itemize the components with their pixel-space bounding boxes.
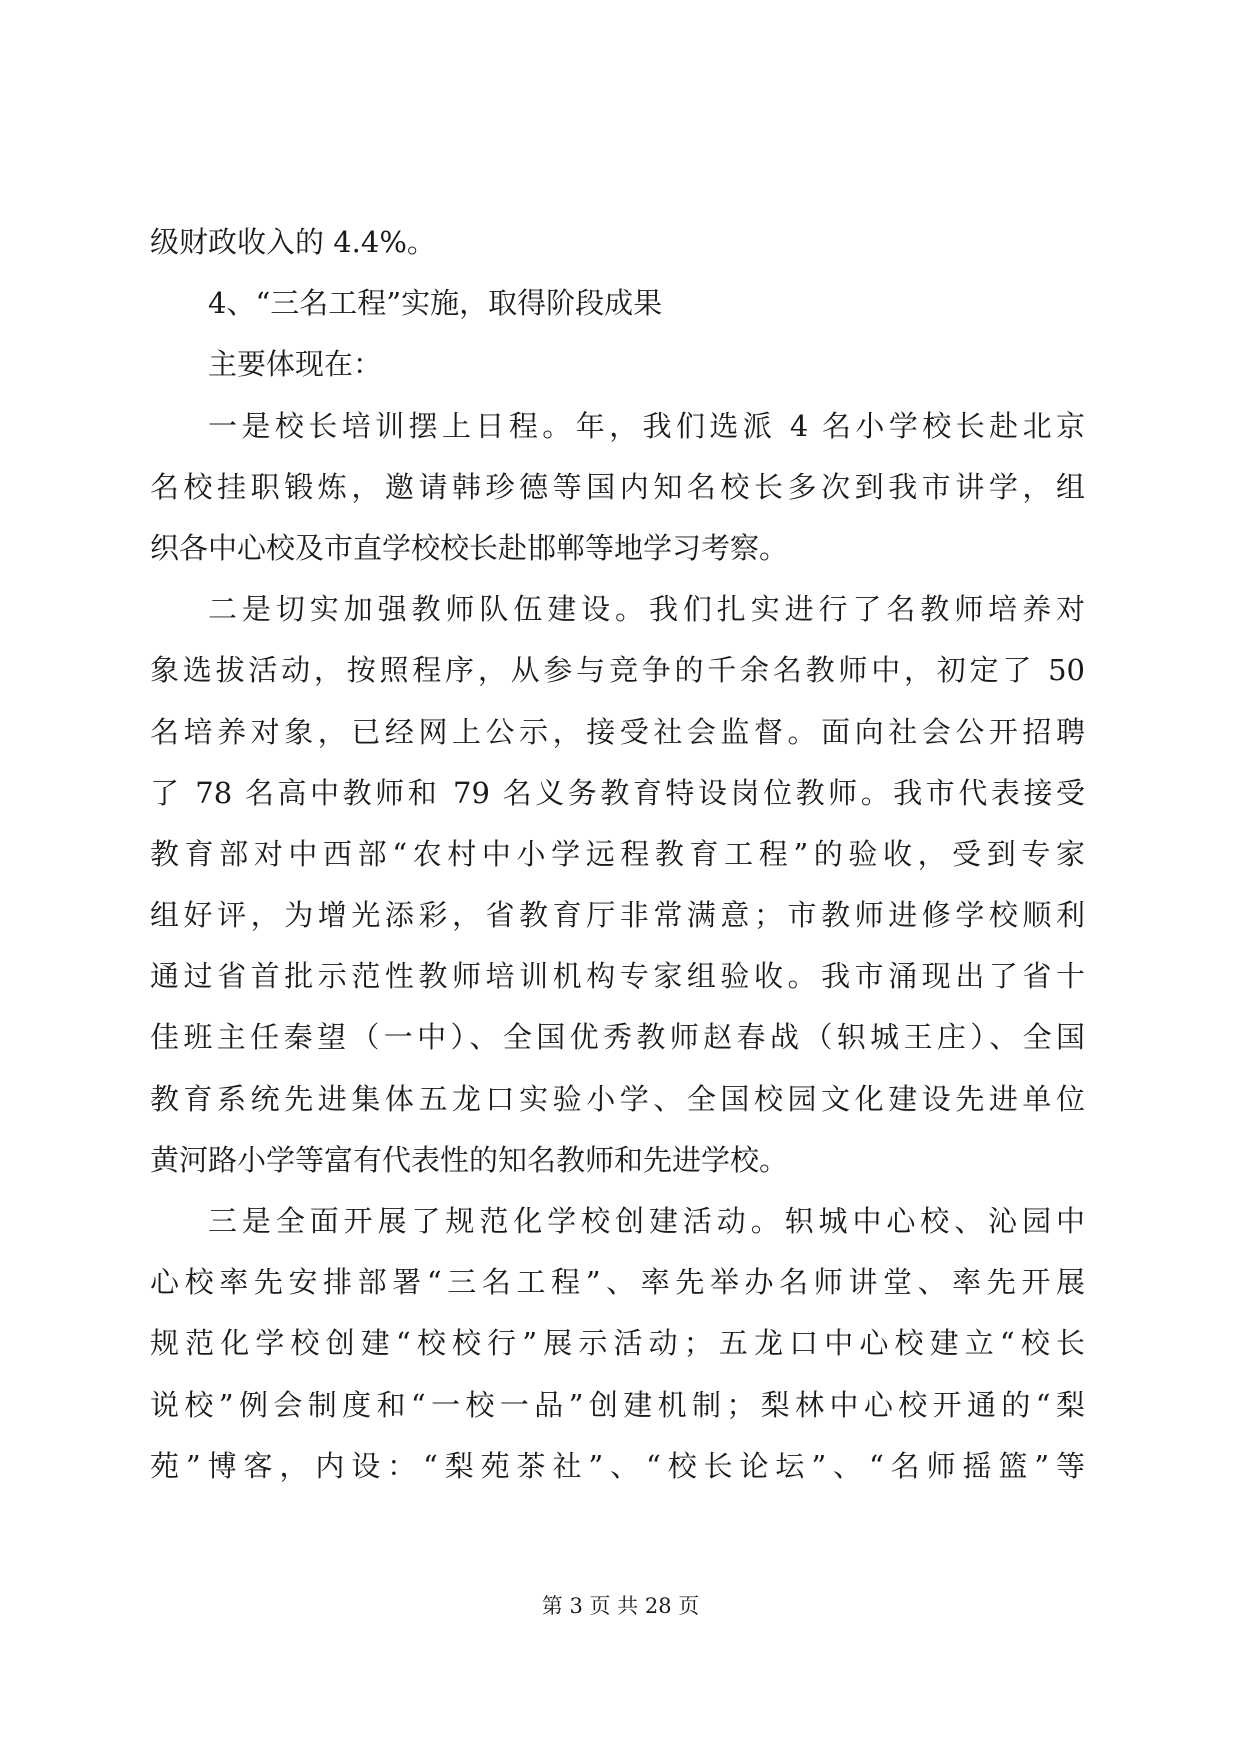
paragraph-line: 教育部对中西部“农村中小学远程教育工程”的验收，受到专家 bbox=[150, 836, 1085, 871]
paragraph-line: 一是校长培训摆上日程。年，我们选派 4 名小学校长赴北京 bbox=[208, 408, 1085, 443]
section-heading: 4、“三名工程”实施，取得阶段成果 bbox=[208, 286, 663, 321]
text-line: 主要体现在： bbox=[208, 347, 383, 382]
paragraph-line: 教育系统先进集体五龙口实验小学、全国校园文化建设先进单位 bbox=[150, 1081, 1085, 1116]
paragraph-line: 黄河路小学等富有代表性的知名教师和先进学校。 bbox=[150, 1142, 789, 1177]
paragraph-line: 心校率先安排部署“三名工程”、率先举办名师讲堂、率先开展 bbox=[150, 1265, 1085, 1300]
paragraph-line: 二是切实加强教师队伍建设。我们扎实进行了名教师培养对 bbox=[208, 592, 1085, 627]
body-text bbox=[150, 212, 1085, 1497]
paragraph-line: 组好评，为增光添彩，省教育厅非常满意；市教师进修学校顺利 bbox=[150, 898, 1085, 933]
paragraph-line: 规范化学校创建“校校行”展示活动；五龙口中心校建立“校长 bbox=[150, 1326, 1085, 1361]
text-line: 级财政收入的 4.4%。 bbox=[150, 225, 436, 259]
paragraph-line: 通过省首批示范性教师培训机构专家组验收。我市涌现出了省十 bbox=[150, 959, 1085, 994]
page-number-footer: 第 3 页 共 28 页 bbox=[541, 1594, 700, 1618]
paragraph-line: 象选拔活动，按照程序，从参与竞争的千余名教师中，初定了 50 bbox=[150, 653, 1085, 688]
paragraph-line: 名培养对象，已经网上公示，接受社会监督。面向社会公开招聘 bbox=[150, 714, 1085, 749]
paragraph-line: 织各中心校及市直学校校长赴邯郸等地学习考察。 bbox=[150, 530, 789, 565]
paragraph-line: 苑”博客，内设：“梨苑茶社”、“校长论坛”、“名师摇篮”等 bbox=[150, 1448, 1085, 1483]
paragraph-line: 佳班主任秦望（一中）、全国优秀教师赵春战（轵城王庄）、全国 bbox=[150, 1020, 1085, 1055]
paragraph-line: 三是全面开展了规范化学校创建活动。轵城中心校、沁园中 bbox=[208, 1204, 1085, 1238]
paragraph-line: 了 78 名高中教师和 79 名义务教育特设岗位教师。我市代表接受 bbox=[150, 775, 1085, 810]
paragraph-line: 说校”例会制度和“一校一品”创建机制；梨林中心校开通的“梨 bbox=[150, 1387, 1085, 1422]
paragraph-line: 名校挂职锻炼，邀请韩珍德等国内知名校长多次到我市讲学，组 bbox=[150, 469, 1085, 504]
